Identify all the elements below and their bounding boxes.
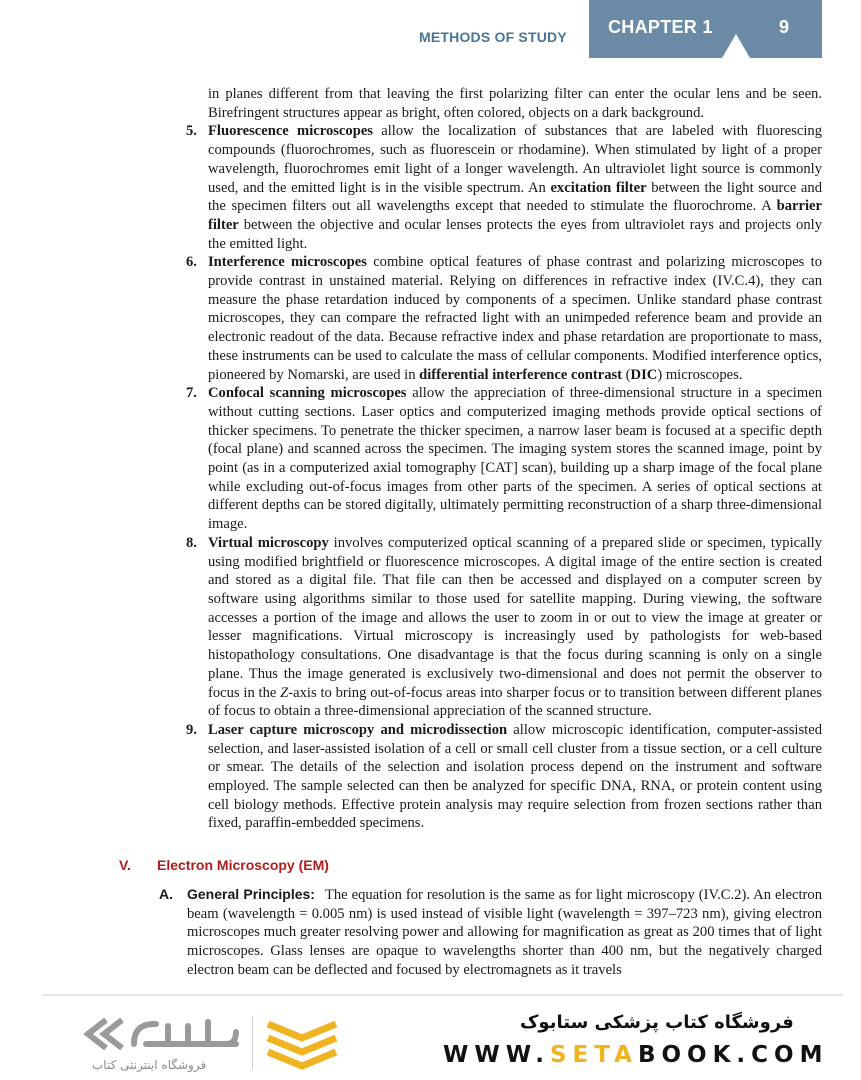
subsection-text: The equation for resolution is the same as for light microscopy (IV.C.2). An electron beam (wavelength = 0.005 nm) is used instead of visible light (wavelength = 397–723 nm), giving electron microscopes much greater resolving power and allowing for magnification as great as 200 times that of light microscopes. Glass lenses are opaque to wavelengths shorter than 400 nm, but the negatively charged electron beam can be deflected and focused by electromagnets as it travels	[187, 886, 822, 978]
section-title: Electron Microscopy (EM)	[157, 857, 329, 874]
item-term: Confocal scanning microscopes	[208, 385, 407, 402]
page-number: 9	[779, 17, 790, 37]
list-item-6	[186, 253, 822, 384]
item-text: ) microscopes.	[657, 366, 743, 383]
item-term-excitation: excitation filter	[550, 179, 647, 196]
chapter-tab	[589, 0, 822, 58]
chapter-notch-icon	[722, 34, 750, 58]
footer-divider	[252, 1016, 253, 1070]
url-accent: SETA	[549, 1042, 638, 1068]
logo-caption: فروشگاه اینترنتی کتاب	[92, 1058, 207, 1072]
item-text: (	[622, 366, 631, 383]
item-number: 8.	[186, 534, 197, 551]
item-term: Fluorescence microscopes	[208, 123, 373, 140]
store-name: فروشگاه کتاب پزشکی ستابوک	[520, 1012, 794, 1033]
chevron-stack-icon	[262, 1018, 342, 1070]
item-text: allow the appreciation of three-dimensional structure in a specimen without cutting sections. Laser optics and computerized imaging methods provide optical sections of thicker specimens. To penetrate the thicker specimen, a narrow laser beam is focused at a specific depth (focal plane) and scanned across the specimen. The imaging system stores the scanned image, point by point (as in a computerized axial tomography [CAT] scan), building up a sharp image of the focal plane while excluding out-of-focus images from other parts of the specimen. A series of optical sections at different depths can be stored digitally, ultimately permitting reconstruction of a sharp three-dimensional image.	[208, 385, 822, 533]
item-term: Virtual microscopy	[208, 534, 329, 551]
item-text: involves computerized optical scanning of a prepared slide or specimen, typically using modified brightfield or fluorescence microscopes. A digital image of the entire section is created and stored as a digital file. That file can then be accessed and displayed on a computer screen by software using algorithms similar to those used for satellite mapping. During viewing, the software accesses a portion of the image and allows the user to zoom in or out to view the image at greater or lesser magnifications. Virtual microscopy is increasingly used by pathologists for web-based histopathology consultations. One disadvantage is that the focus during scanning is only on a single plane. Thus the image generated is exclusively two-dimensional and does not permit the observer to focus in the	[208, 534, 823, 701]
item-term: Laser capture microscopy and microdissection	[208, 721, 508, 738]
item-text: between the objective and ocular lenses protects the eyes from ultraviolet rays and projects only the emitted light.	[208, 216, 822, 252]
item-text: between the light source and the specimen filters out all wavelengths except that needed to stimulate the fluorochrome. A	[208, 179, 822, 215]
list-item-5	[186, 122, 823, 253]
subsection-general-principles	[159, 885, 822, 980]
item-number: 9.	[186, 721, 197, 738]
page-body	[0, 85, 861, 979]
running-head: METHODS OF STUDY	[419, 29, 567, 45]
chapter-label: CHAPTER 1	[608, 17, 713, 37]
intro-paragraph: in planes different from that leaving the first polarizing filter can enter the ocular lens and be seen. Birefringent structures appear as bright, often colored, objects on a dark background.	[208, 86, 822, 121]
list-item-9	[186, 721, 822, 833]
list-item-7	[186, 384, 822, 534]
item-text: allow microscopic identification, computer-assisted selection, and laser-assisted isolation of a cell or small cell cluster from a tissue section, or a cell culture or smear. The details of the selection and isolation process depend on the instrument and software employed. The sample selected can then be analyzed for specific DNA, RNA, or protein content using cell biology methods. Effective protein analysis may require selection from frozen sections rather than fixed, paraffin-embedded specimens.	[208, 721, 822, 832]
item-text: combine optical features of phase contrast and polarizing microscopes to provide contrast in unstained material. Relying on differences in refractive index (IV.C.4), they can measure the phase retardation induced by components of a specimen. Unlike standard phase contrast microscopes, they can compare the refracted light with an unimpeded reference beam and provide an electronic readout of the data. Because refractive index and phase retardation are proportionate to mass, these instruments can be used to calculate the mass of cellular components. Modified interference optics, pioneered by Nomarski, are used in	[208, 254, 822, 383]
item-text: allow the localization of substances that are labeled with fluorescing compounds (fluorochromes, such as fluorescein or rhodamine). When stimulated by light of a proper wavelength, fluorochromes emit light of a longer wavelength. An ultraviolet light source is commonly used, and the emitted light is in the visible spectrum. An	[208, 123, 823, 196]
subsection-title: General Principles:	[187, 885, 315, 902]
item-number: 5.	[186, 123, 197, 140]
item-term-barrier: barrier filter	[208, 198, 822, 233]
subsection-letter: A.	[159, 885, 173, 902]
url-prefix: WWW.	[443, 1042, 550, 1068]
list-item-8	[186, 534, 823, 721]
item-italic: Z	[280, 684, 289, 701]
setabook-logo-icon	[76, 1014, 246, 1054]
section-heading	[119, 856, 861, 875]
item-term-dic-abbr: DIC	[630, 366, 658, 383]
url-suffix: BOOK.COM	[637, 1042, 829, 1068]
item-text: -axis to bring out-of-focus areas into sharper focus or to transition between different planes of focus to obtain a three-dimensional appreciation of the scanned structure.	[208, 684, 822, 720]
page-cut-divider	[43, 994, 843, 997]
footer-banner	[0, 994, 861, 1080]
store-url[interactable]	[443, 1042, 828, 1068]
item-number: 7.	[186, 385, 197, 402]
item-number: 6.	[186, 254, 197, 271]
item-term-dic: differential interference contrast	[419, 366, 623, 383]
item-term: Interference microscopes	[208, 254, 367, 271]
section-number: V.	[119, 857, 131, 874]
